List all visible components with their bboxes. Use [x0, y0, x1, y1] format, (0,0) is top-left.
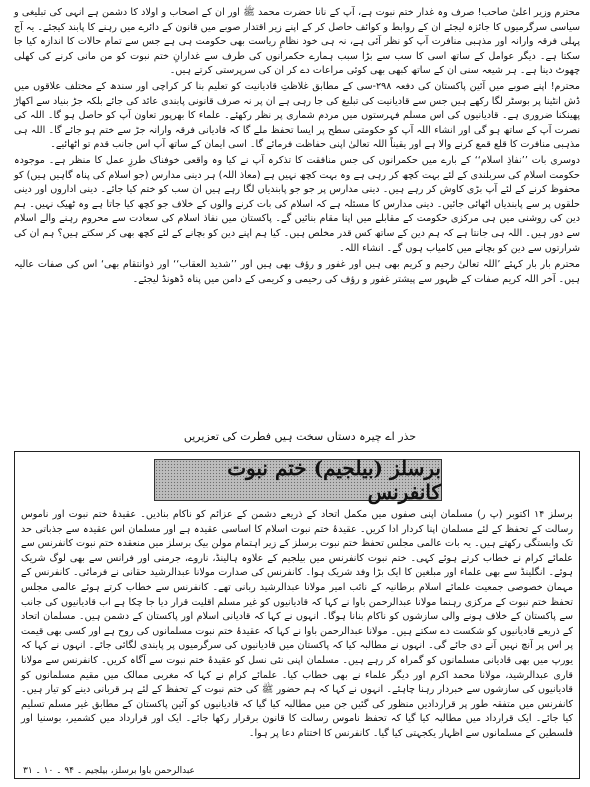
conference-report-box: [14, 451, 580, 779]
paragraph: برسلز ۱۴ اکتوبر (پ ر) مسلمان اپنی صفوں میں مکمل اتحاد کے ذریعے دشمن کے عزائم کو ناکام بنادیں۔ عقیدۂ ختم نبوت اور ناموس رسالت کے تحفظ کے لئے مسلمان اپنا کردار ادا کریں۔ عقیدۂ ختم نبوت اسلام کا اساسی عقیدہ ہے اور مسلمان اس عقیدہ سے جذباتی حد تک وابستگی رکھتے ہیں۔ یہ بات عالمی مجلس تحفظ ختم نبوت برسلز کے زیر اہتمام مولن بیک برسلز میں منعقدہ ختم نبوت کانفرنس سے علمائے کرام نے خطاب کرتے ہوئے کہی۔ ختم نبوت کانفرنس میں بیلجیم کے علاوہ ہالینڈ، ناروے، جرمنی اور فرانس سے بھی لوگ شریک ہوئے۔ انگلینڈ سے بھی علماء اور مبلغین کا ایک بڑا وفد شریک ہوا۔ کانفرنس کی صدارت مولانا عبدالرشید حقانی نے فرمائی۔ کانفرنس کے مہمان خصوصی جمعیت علمائے اسلام برطانیہ کے نائب امیر مولانا عبدالرشید ربانی تھے۔ کانفرنس سے خطاب کرتے ہوئے عالمی مجلس تحفظ ختم نبوت کے مرکزی رہنما مولانا عبدالرحمن باوا نے کہا کہ قادیانیوں کو غیر مسلم اقلیت قرار دیا جا چکا ہے اب قادیانیوں کی جانب سے پاکستان کے خلاف ہونے والی سازشوں کو ناکام بنانا ہوگا۔ انہوں نے کہا کہ قادیانی اسلام اور پاکستان کے دشمن ہیں۔ مسلمان اتحاد کے ذریعے قادیانیوں کو شکست دے سکتے ہیں۔ مولانا عبدالرحمن باوا نے کہا کہ عقیدۂ ختم نبوت مسلمانوں کی روح ہے اور کسی بھی قیمت پر اس پر آنچ نہیں آنے دی جائے گی۔ انہوں نے مطالبہ کیا کہ پاکستان میں قادیانیوں کی سرگرمیوں پر پابندی لگائی جائے۔ انہوں نے کہا کہ یورپ میں بھی قادیانی مسلمانوں کو گمراہ کر رہے ہیں۔ مسلمان اپنی نئی نسل کو عقیدۂ ختم نبوت سے آگاہ کریں۔ کانفرنس سے مولانا قاری عبدالرشید، مولانا محمد اکرم اور دیگر علماء نے بھی خطاب کیا۔ علمائے کرام نے کہا کہ مغربی ممالک میں مقیم مسلمانوں کو قادیانیوں کی سازشوں سے خبردار رہنا چاہئے۔ انہوں نے کہا کہ ہم حضور ﷺ کی ختم نبوت کے تحفظ کے لئے ہر قربانی دینے کو تیار ہیں۔ کانفرنس میں متفقہ طور پر قراردادیں منظور کی گئیں جن میں مطالبہ کیا گیا کہ قادیانیوں کو آئین پاکستان کے مطابق غیر مسلم تسلیم کیا جائے۔ ایک قرارداد میں مطالبہ کیا گیا کہ تحفظ ناموس رسالت کا قانون برقرار رکھا جائے۔ ایک اور قرارداد میں کشمیر، بوسنیا اور فلسطین کے مسلمانوں سے اظہار یکجہتی کیا گیا۔ کانفرنس کا اختتام دعا پر ہوا۔: [21, 509, 573, 739]
conference-body: [21, 508, 573, 742]
byline-dateline: عبدالرحمن باوا برسلز، بیلجیم ۔ ۹۴ ۔ ۱۰ ۔ ۳۱: [23, 766, 195, 776]
article-top: [14, 6, 580, 288]
conference-headline: برسلز (بیلجیم) ختم نبوت کانفرنس: [154, 459, 442, 501]
paragraph: محترم بار بار کہئے ’اللہ تعالیٰ رحیم و کریم بھی ہیں اور غفور و رؤف بھی ہیں اور ’’شدید العقاب‘‘ اور ذوانتقام بھی‘ اس کی صفات عالیہ ہیں۔ آخر اللہ کریم صفات کے ظہور سے پیشتر غفور و رؤف کی رحیمی و کریمی کے دامن میں پناہ ڈھونڈ لیجئے۔: [14, 259, 580, 285]
paragraph: محترم وزیر اعلیٰ صاحب! صرف وہ غدار ختم نبوت ہے، آپ کے نانا حضرت محمد ﷺ اور ان کے اصحاب و اولاد کا دشمن ہے انہی کی تبلیغی و سیاسی سرگرمیوں کا جائزہ لیجئے ان کے روابط و کوائف حاصل کر کے اپنے زیر اقتدار صوبے میں قانون کے دائرے میں رہنے کا پابند کیجئے۔ یہ آج پہلی فرقہ وارانہ اور مذہبی منافرت آپ کو نظر آئی ہے، نہ ہی خود نظامِ ریاست بھی حکومت ہی ہے جس سے تمام حالات کا اندازہ کیا جا سکتا ہے۔ دیگر عوامل کے ساتھ اسی کا سب سے بڑا سبب ہمارے حکمرانوں کی طرف سے غدارانِ ختم نبوت کو من مانی کرنے کی کھلی چھوٹ دینا ہے۔ ہر شیعہ سنی ان کے ساتھ کبھی بھی کوئی مراعات دے کر ان کی سرپرستی کرتے ہیں۔: [14, 7, 580, 77]
paragraph: محترم! اپنے صوبے میں آئین پاکستان کی دفعہ ۲۹۸-سی کے مطابق غلاظتِ قادیانیت کو تعلیم بنا کر کراچی اور سندھ کے مختلف علاقوں میں ڈش انٹینا پر بوسٹر لگا رکھے ہیں جس سے قادیانیت کی تبلیغ کی جا رہی ہے ان پر نہ صرف قانونی پابندی عائد کی جائے بلکہ جڑ بنیاد سے اکھاڑ پھینکنا ضروری ہے۔ قادیانیوں کی اس مسلم فہرستوں میں مردم شماری پر نظر رکھئے۔ علماء کا بھرپور تعاون آپ کو حاصل ہو گا۔ اللہ کی نصرت آپ کے ساتھ ہو گی اور انشاء اللہ آپ کو حکومتی سطح پر ایسا تحفظ ملے گا کہ قادیانی فرقہ وارانہ جڑ سے ختم ہو جائے گا۔ اللہ ہی مذہبی منافرت کا قلع قمع کرنے والا ہے اور یقیناً اللہ تعالیٰ اپنی حفاظت فرمائے گا۔ اسی ایمان کے ساتھ آپ اس جانب قدم تو اٹھائیے۔: [14, 80, 580, 151]
paragraph: دوسری بات ’’نفاذِ اسلام‘‘ کے بارے میں حکمرانوں کی جس منافقت کا تذکرہ آپ نے کیا وہ واقعی خوفناک طرزِ عمل کا منظر ہے۔ موجودہ حکومت اسلام کی سربلندی کے لئے بہت کچھ کر رہی ہے وہ بہت کچھ نہیں ہے (معاذ اللہ) ہر دینی مدارس (جو اسلام کی پناہ گاہیں ہیں) کو محفوظ کرنے کے لئے آپ بڑی کاوش کر رہے ہیں۔ دینی مدارس پر جو جو پابندیاں لگا رہے ہیں ان سب کو ختم کیا جائے۔ دینی اداروں اور دینی حلقوں پر سے پابندیاں اٹھائی جائیں۔ دینی مدارس کا مسئلہ ہے کہ اسلام کی بات کرنے والوں کے خلاف جو کچھ کیا جاتا ہے وہ ٹھیک نہیں۔ ہم دین کی روشنی میں ہی مرکزی حکومت کے مقابلے میں اپنا مقام بنائیں گے۔ پاکستان میں نفاذ اسلام کی سعادت سے محروم رہنے والے اسلام سے دور ہیں۔ اللہ ہی جانتا ہے کہ ہم دین کے ساتھ کس قدر مخلص ہیں۔ کیا ہم اپنے دین کو بچانے کے لئے کچھ بھی کر سکتے ہیں؟ ہم ان کی شرارتوں سے دین کو بچانے میں کامیاب ہوں گے۔ انشاء اللہ۔: [14, 154, 580, 254]
poetry-verse: حذر اے چیرہ دستاں سخت ہیں فطرت کی تعزیریں: [183, 430, 417, 443]
